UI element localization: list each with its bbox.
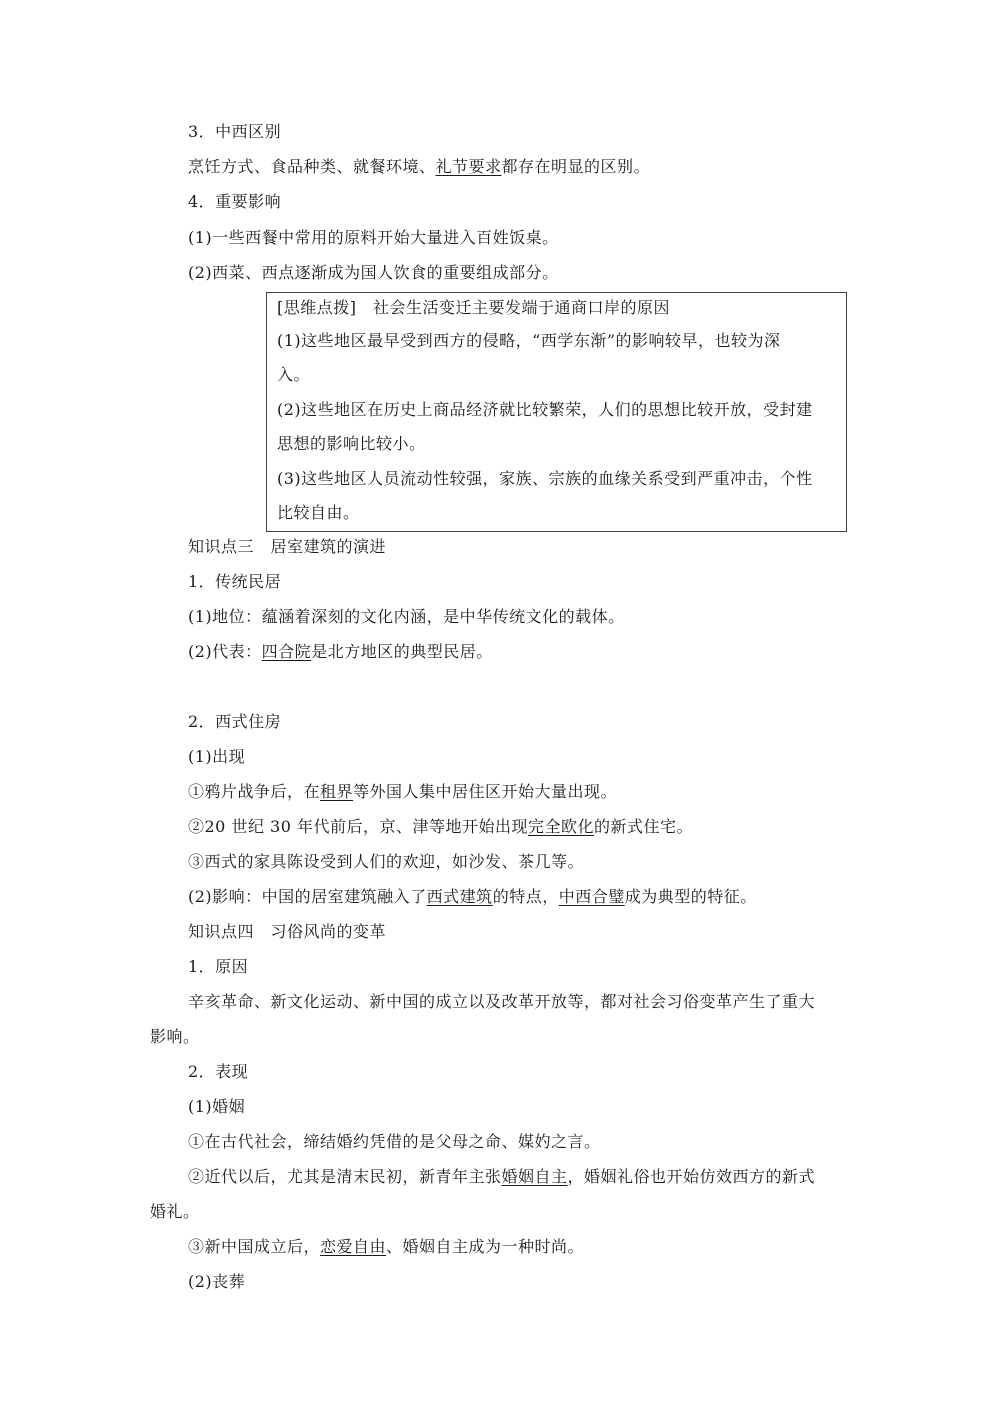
tip-line: 思想的影响比较小。	[277, 434, 426, 453]
tip-line: (2)这些地区在历史上商品经济就比较繁荣，人们的思想比较开放，受封建	[277, 400, 813, 419]
list-item-marriage-1: ①在古代社会，缔结婚约凭借的是父母之命、媒妁之言。	[188, 1132, 601, 1151]
paragraph-status: (1)地位：蕴涵着深刻的文化内涵，是中华传统文化的载体。	[188, 607, 625, 626]
underlined-keyword: 礼节要求	[435, 157, 502, 176]
text: 的新式住宅。	[594, 817, 694, 836]
list-item-influence-1: (1)一些西餐中常用的原料开始大量进入百姓饭桌。	[188, 228, 559, 247]
subheading-marriage: (1)婚姻	[188, 1097, 246, 1116]
text: 等外国人集中居住区开始大量出现。	[353, 782, 618, 801]
paragraph-representative	[188, 642, 493, 662]
subheading-funeral: (2)丧葬	[188, 1272, 246, 1291]
paragraph-differences	[188, 157, 650, 177]
heading-western-housing: 2．西式住房	[188, 712, 282, 731]
list-item-appearance-2	[188, 817, 693, 837]
tip-line: 入。	[277, 365, 311, 384]
text: ①鸦片战争后，在	[188, 782, 321, 801]
text: 是北方地区的典型民居。	[311, 642, 493, 661]
heading-traditional-dwelling: 1．传统民居	[188, 572, 282, 591]
thinking-tip-box	[266, 292, 847, 532]
paragraph-effect	[188, 887, 757, 907]
text: ②近代以后，尤其是清末民初，新青年主张	[188, 1167, 502, 1186]
tip-line: 比较自由。	[277, 503, 360, 522]
heading-manifestations: 2．表现	[188, 1062, 249, 1081]
tip-line: (1)这些地区最早受到西方的侵略，“西学东渐”的影响较早，也较为深	[277, 331, 781, 350]
heading-reasons: 1．原因	[188, 957, 249, 976]
list-item-marriage-2	[188, 1167, 815, 1187]
underlined-keyword: 四合院	[261, 642, 312, 661]
list-item-influence-2: (2)西菜、西点逐渐成为国人饮食的重要组成部分。	[188, 263, 559, 282]
list-item-marriage-2-cont: 婚礼。	[150, 1202, 200, 1221]
paragraph-reasons-line2: 影响。	[150, 1027, 200, 1046]
list-item-marriage-3	[188, 1237, 584, 1257]
tip-title: 社会生活变迁主要发端于通商口岸的原因	[373, 298, 671, 317]
list-item-appearance-1	[188, 782, 617, 802]
text: 成为典型的特征。	[624, 887, 757, 906]
text: (2)影响：中国的居室建筑融入了	[188, 887, 427, 906]
tip-box-header	[277, 298, 670, 318]
heading-chinese-western-differences: 3．中西区别	[188, 122, 282, 141]
underlined-keyword: 婚姻自主	[501, 1167, 568, 1186]
underlined-keyword: 恋爱自由	[320, 1237, 387, 1256]
text: 烹饪方式、食品种类、就餐环境、	[188, 157, 436, 176]
underlined-keyword: 中西合璧	[558, 887, 625, 906]
tip-label: [思维点拨]	[277, 298, 357, 317]
heading-important-influence: 4．重要影响	[188, 192, 282, 211]
heading-knowledge-point-3: 知识点三 居室建筑的演进	[188, 537, 387, 556]
text: ②20 世纪 30 年代前后，京、津等地开始出现	[188, 817, 528, 836]
underlined-keyword: 租界	[320, 782, 354, 801]
heading-knowledge-point-4: 知识点四 习俗风尚的变革	[188, 922, 387, 941]
text: 、婚姻自主成为一种时尚。	[386, 1237, 585, 1256]
text: ，婚姻礼俗也开始仿效西方的新式	[567, 1167, 816, 1186]
underlined-keyword: 西式建筑	[426, 887, 493, 906]
text: ③新中国成立后，	[188, 1237, 321, 1256]
list-item-appearance-3: ③西式的家具陈设受到人们的欢迎，如沙发、茶几等。	[188, 852, 585, 871]
subheading-appearance: (1)出现	[188, 747, 246, 766]
underlined-keyword: 完全欧化	[527, 817, 594, 836]
text: (2)代表：	[188, 642, 262, 661]
paragraph-reasons-line1: 辛亥革命、新文化运动、新中国的成立以及改革开放等，都对社会习俗变革产生了重大	[188, 992, 816, 1011]
text: 的特点，	[492, 887, 559, 906]
tip-line: (3)这些地区人员流动性较强，家族、宗族的血缘关系受到严重冲击，个性	[277, 469, 813, 488]
text: 都存在明显的区别。	[501, 157, 651, 176]
